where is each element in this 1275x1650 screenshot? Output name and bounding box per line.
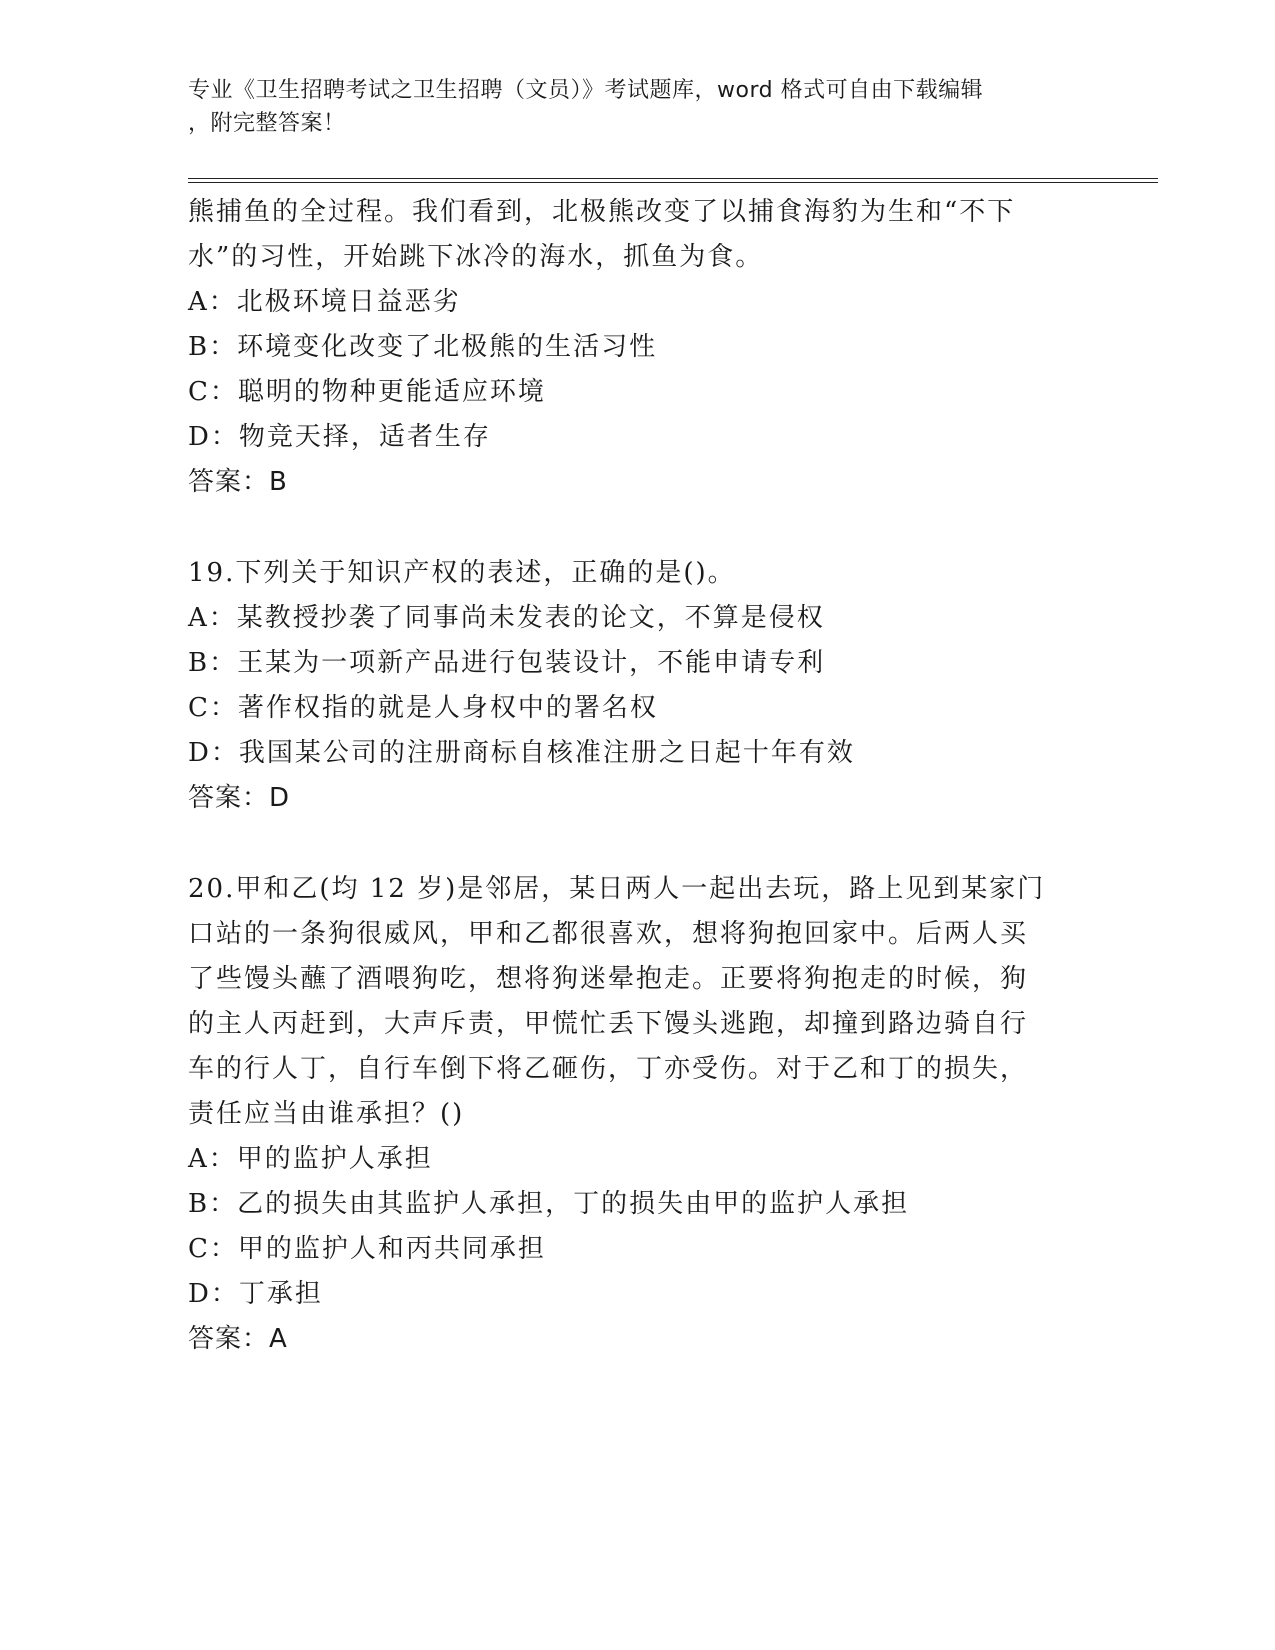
question-stem-line: 了些馒头蘸了酒喂狗吃，想将狗迷晕抱走。正要将狗抱走的时候，狗 <box>188 964 1029 994</box>
option-b: B：王某为一项新产品进行包装设计，不能申请专利 <box>188 648 826 678</box>
option-c: C：聪明的物种更能适应环境 <box>188 377 546 407</box>
question-20 <box>188 867 1068 1362</box>
question-19 <box>188 551 1068 821</box>
header-line-2: ，附完整答案！ <box>188 111 346 136</box>
answer-line: 答案：A <box>188 1324 288 1354</box>
option-a: A：北极环境日益恶劣 <box>188 287 461 317</box>
question-stem-line: 车的行人丁，自行车倒下将乙砸伤，丁亦受伤。对于乙和丁的损失， <box>188 1054 1029 1084</box>
option-a: A：某教授抄袭了同事尚未发表的论文，不算是侵权 <box>188 603 825 633</box>
option-d: D：我国某公司的注册商标自核准注册之日起十年有效 <box>188 738 855 768</box>
question-stem-line: 责任应当由谁承担？() <box>188 1099 465 1129</box>
option-d: D：丁承担 <box>188 1279 323 1309</box>
question-stem-line: 20.甲和乙(均 12 岁)是邻居，某日两人一起出去玩，路上见到某家门 <box>188 874 1046 904</box>
header-divider-bottom <box>188 182 1158 183</box>
page-header <box>188 74 1078 140</box>
option-b: B：乙的损失由其监护人承担，丁的损失由甲的监护人承担 <box>188 1189 910 1219</box>
option-a: A：甲的监护人承担 <box>188 1144 433 1174</box>
option-d: D：物竞天择，适者生存 <box>188 422 491 452</box>
question-stem-line: 水”的习性，开始跳下冰冷的海水，抓鱼为食。 <box>188 242 764 272</box>
question-stem-line: 口站的一条狗很威风，甲和乙都很喜欢，想将狗抱回家中。后两人买 <box>188 919 1029 949</box>
answer-line: 答案：B <box>188 467 288 497</box>
question-stem-line: 的主人丙赶到，大声斥责，甲慌忙丢下馒头逃跑，却撞到路边骑自行 <box>188 1009 1029 1039</box>
answer-line: 答案：D <box>188 783 291 813</box>
option-c: C：甲的监护人和丙共同承担 <box>188 1234 546 1264</box>
question-stem: 19.下列关于知识产权的表述，正确的是()。 <box>188 558 736 588</box>
header-line-1: 专业《卫生招聘考试之卫生招聘（文员）》考试题库，word 格式可自由下载编辑 <box>188 78 984 103</box>
question-content <box>188 190 1068 1362</box>
header-divider-top <box>188 178 1158 179</box>
option-b: B：环境变化改变了北极熊的生活习性 <box>188 332 658 362</box>
question-stem-line: 熊捕鱼的全过程。我们看到，北极熊改变了以捕食海豹为生和“不下 <box>188 197 1016 227</box>
question-18 <box>188 190 1068 505</box>
option-c: C：著作权指的就是人身权中的署名权 <box>188 693 658 723</box>
